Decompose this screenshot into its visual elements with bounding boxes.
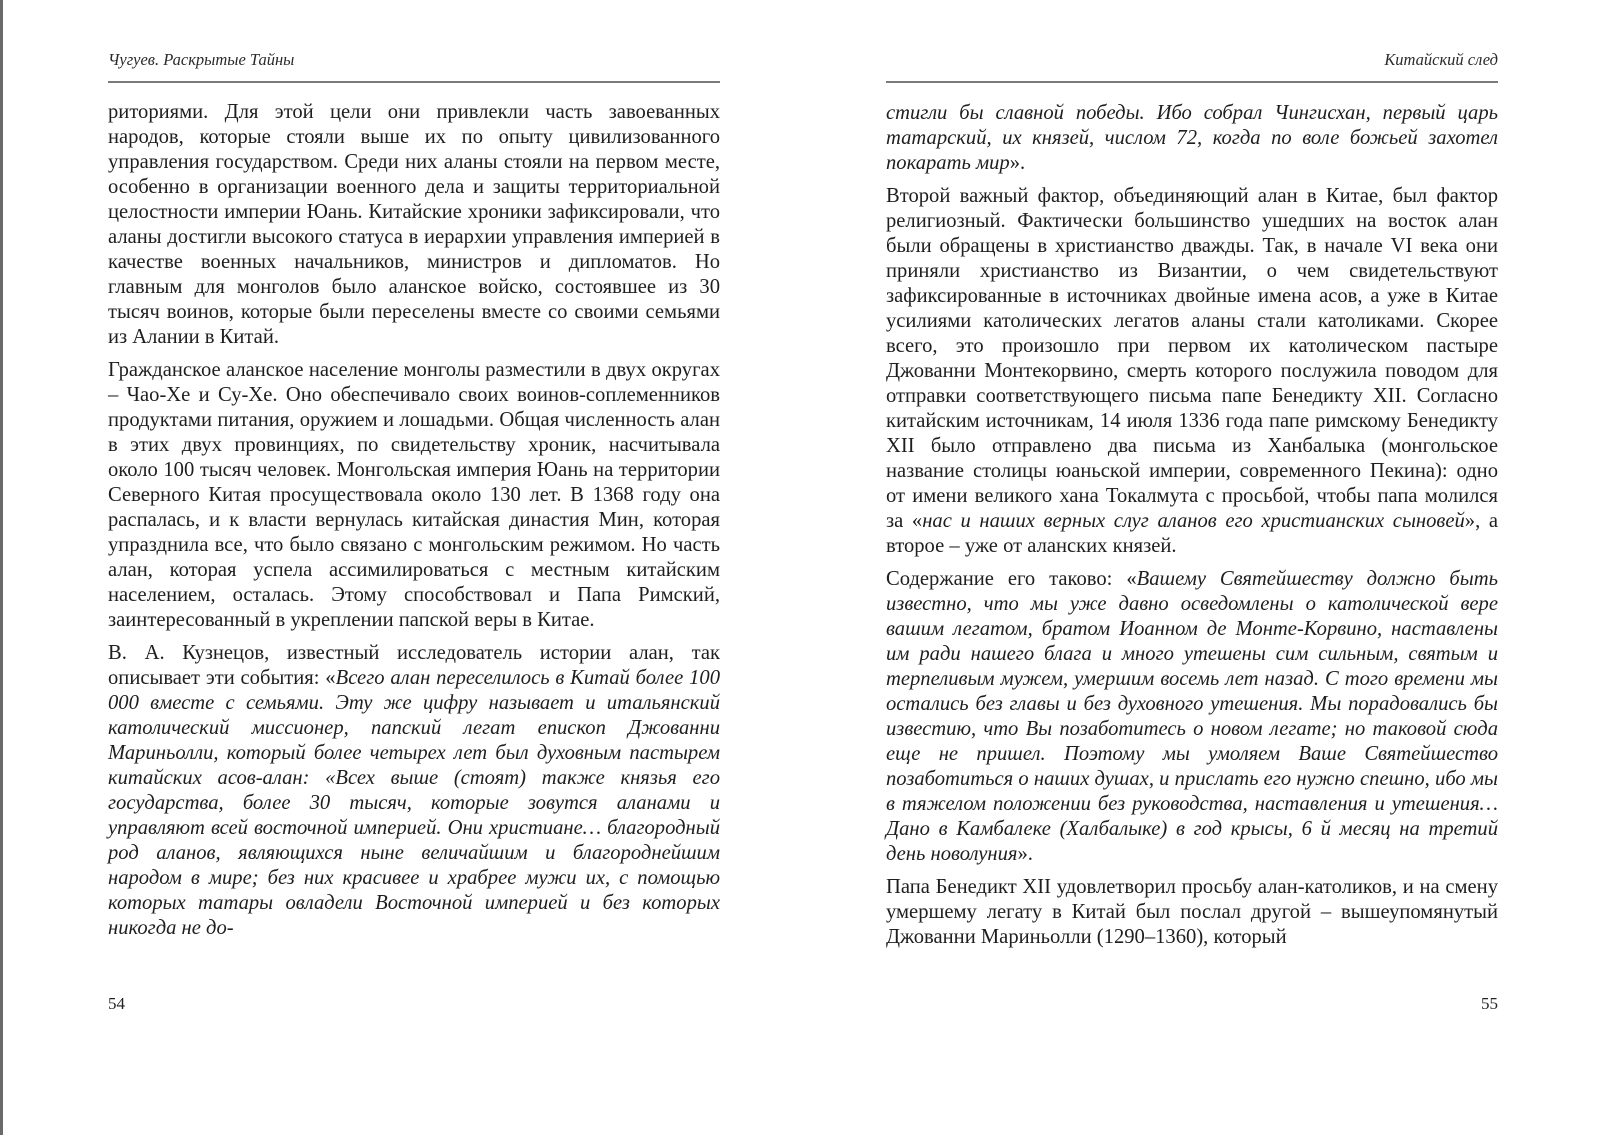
quotation: Вашему Святейшеству должно быть известно, что мы уже давно осведомлены о католической вере вашим легатом, братом Иоанном де Монте-Корвино, наставлены им ради нашего блага и много утешены сим сильным, святым и терпеливым мужем, умершим восемь лет назад. С того времени мы остались без главы и без духовного утешения. Мы порадовались бы известию, что Вы позаботитесь о новом легате; но таковой сюда еще не пришел. Поэтому мы умоляем Ваше Святейшество позаботиться о наших душах, и прислать его нужно спешно, ибо мы в тяжелом положении без руководства, наставления и утешения… Дано в Камбалеке (Халбалыке) в год крысы, 6 й месяц на третий день новолуния xyxy=(886,568,1498,865)
spread-edge xyxy=(0,0,3,1135)
left-page-body xyxy=(108,100,720,941)
paragraph-text: », а второе – уже от аланских князей. xyxy=(886,510,1498,557)
paragraph: Гражданское аланское население монголы разместили в двух округах – Чао-Хе и Су-Хе. Оно обеспечивало своих воинов-соплеменников продуктами питания, оружием и лошадьми. Общая численность алан в этих двух провинциях, по свидетельству хроник, насчитывала около 100 тысяч человек. Монгольская империя Юань на территории Северного Китая просуществовала около 130 лет. В 1368 году она распалась, и к власти вернулась китайская династия Мин, которая упразднила все, что было связано с монгольским режимом. Но часть алан, которая успела ассимилироваться с местным китайским населением, осталась. Этому способствовал и Папа Римский, заинтересованный в укреплении папской веры в Китае. xyxy=(108,359,720,631)
right-page-body xyxy=(886,101,1498,950)
paragraph-text: Второй важный фактор, объединяющий алан в Китае, был фактор религиозный. Фактически большинство ушедших на восток алан были обращены в христианство дважды. Так, в начале VI века они приняли христианство из Византии, о чем свидетельствуют зафиксированные в источниках двойные имена асов, а уже в Китае усилиями католических легатов аланы стали католиками. Скорее всего, это произошло при первом их католическом пастыре Джованни Монтекорвино, смерть которого послужила поводом для отправки соответствующего письма папе Бенедикту XII. Согласно китайским источникам, 14 июля 1336 года папе римскому Бенедикту XII было отправлено два письма из Ханбалыка (монгольское название столицы юаньской империи, современного Пекина): одно от имени великого хана Токалмута с просьбой, чтобы папа молился за « xyxy=(886,185,1498,532)
paragraph-text: ». xyxy=(1009,152,1026,174)
paragraph xyxy=(108,641,720,941)
paragraph: Папа Бенедикт XII удовлетворил просьбу алан-католиков, и на смену умершему легату в Китай был послал другой – вышеупомянутый Джованни Мариньолли (1290–1360), который xyxy=(886,876,1498,948)
page-number: 54 xyxy=(108,994,125,1013)
paragraph xyxy=(886,567,1498,867)
header-rule xyxy=(108,81,720,83)
paragraph xyxy=(886,101,1498,176)
header-rule xyxy=(886,81,1498,83)
paragraph: риториями. Для этой цели они привлекли часть завоеванных народов, которые стояли выше их по опыту цивилизованного управления государством. Среди них аланы стояли на первом месте, особенно в организации военного дела и защиты территориальной целостности империи Юань. Китайские хроники зафиксировали, что аланы достигли высокого статуса в иерархии управления империей в качестве военных начальников, министров и дипломатов. Но главным для монголов было аланское войско, состоявшее из 30 тысяч воинов, которые были переселены вместе со своими семьями из Алании в Китай. xyxy=(108,101,720,348)
running-head-left: Чугуев. Раскрытые Тайны xyxy=(108,50,295,69)
running-head-right: Китайский след xyxy=(1384,50,1498,69)
quotation: стигли бы славной победы. Ибо собрал Чингисхан, первый царь татарский, их князей, числом 72, когда по воле божьей захотел покарать мир xyxy=(886,102,1498,174)
paragraph xyxy=(886,184,1498,559)
paragraph-text: В. А. Кузнецов, известный исследователь истории алан, так описывает эти события: « xyxy=(108,642,720,689)
paragraph-text: Содержание его таково: « xyxy=(886,568,1137,590)
quotation: нас и наших верных слуг аланов его христианских сыновей xyxy=(922,510,1465,532)
page-number: 55 xyxy=(1481,994,1498,1013)
quotation: Всего алан переселилось в Китай более 100 000 вместе с семьями. Эту же цифру называет и итальянский католический миссионер, папский легат епископ Джованни Мариньолли, который более четырех лет был духовным пастырем китайских асов-алан: «Всех выше (стоят) также князья его государства, более 30 тысяч, которые зовутся аланами и управляют всей восточной империей. Они христиане… благородный род аланов, являющихся ныне величайшим и благороднейшим народом в мире; без них красивее и храбрее мужи их, с помощью которых татары овладели Восточной империей и без которых никогда не до- xyxy=(108,667,720,939)
paragraph-text: ». xyxy=(1017,843,1033,865)
